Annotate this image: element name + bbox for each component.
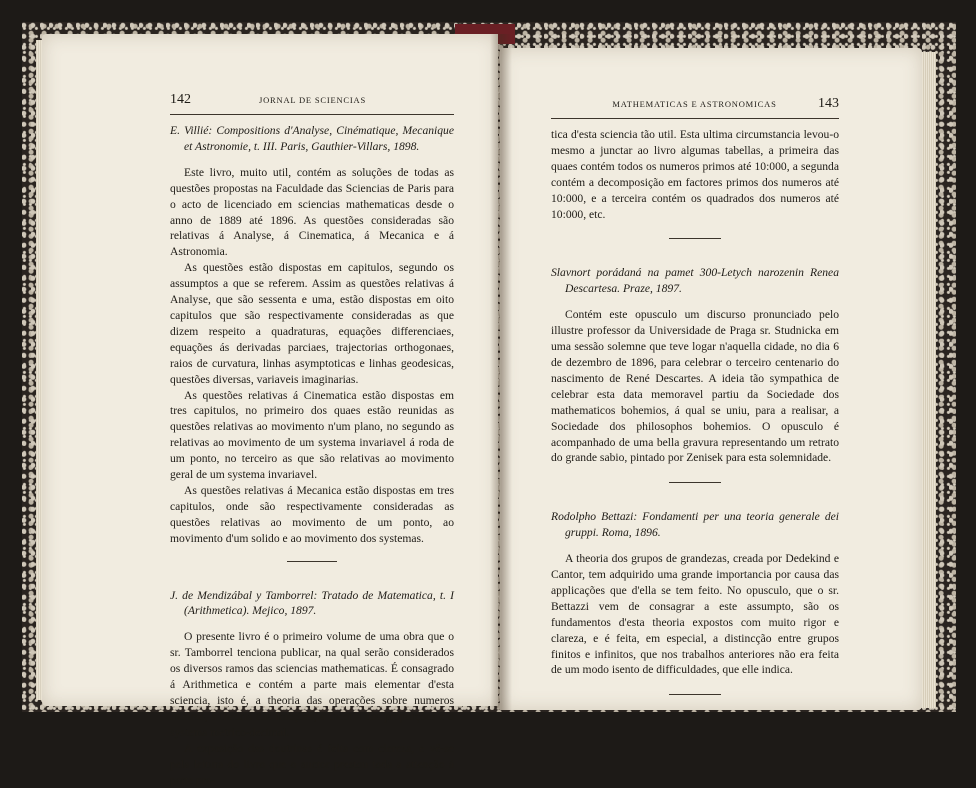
review-paragraph: O presente livro é o primeiro volume de uma obra que o sr. Tamborrel tenciona publicar, na qual serão considerados os diversos ramos das sciencias mathematicas. É consagrado á Arithmetica e contém a parte mais elementar d'esta sciencia, isto é, a theoria das operações sobre numeros inteiros, a theoria das fracções, a theoria das proporções e o systema metrico-decimal. xyxy=(170,630,454,739)
section-divider xyxy=(669,238,721,239)
review-paragraph: As questões relativas á Cinematica estão dispostas em tres capitulos, no primeiro dos quaes estão reunidas as questões relativas ao movimento n'um plano, no segundo as relativas ao movimento de um systema invariavel á roda de um ponto, no terceiro as que são relativas ao movimento geral de um systema invariavel. xyxy=(170,388,454,482)
review-paragraph: As questões relativas á Mecanica estão dispostas em tres capitulos, onde são respectivamente consideradas as questões relativas ao movimento de um ponto, ao movimento d'um solido e ao movimento dos systemas. xyxy=(170,483,454,545)
right-page-edges xyxy=(920,52,936,708)
book-reference: Slavnort porádaná na pamet 300-Letych narozenin Renea Descartesa. Praze, 1897. xyxy=(551,266,839,296)
running-title: JORNAL DE SCIENCIAS xyxy=(259,95,366,105)
book-reference: E. Villié: Compositions d'Analyse, Cinématique, Mecanique et Astronomie, t. III. Paris, Gauthier-Villars, 1898. xyxy=(170,124,454,153)
running-title: MATHEMATICAS E ASTRONOMICAS xyxy=(612,99,777,109)
left-page-text xyxy=(170,92,454,788)
book-reference: J. de Mendizábal y Tamborrel: Tratado de Matematica, t. I (Arithmetica). Mejico, 1897. xyxy=(170,588,454,618)
page-number: 142 xyxy=(170,92,191,107)
section-divider xyxy=(669,482,721,483)
book-gutter xyxy=(490,34,512,710)
review-paragraph: A exposição das doutrinas é feita com clereza, e vê-se pela leitura do livro que o auctor prestou toda a attenção á parte pra- xyxy=(170,741,454,787)
section-divider xyxy=(669,694,721,695)
book-reference: Rodolpho Bettazi: Fondamenti per una teoria generale dei gruppi. Roma, 1896. xyxy=(551,510,839,540)
right-page-text xyxy=(551,96,839,721)
review-paragraph: As questões estão dispostas em capitulos, segundo os assumptos a que se referem. Assim as questões relativas á Analyse, que são sessenta e uma, estão dispostas em oito capitulos que são respectivamente consideradas as que dizem respeito a quadraturas, equações differenciaes, equações ás derivadas parciaes, trajectorias orthogonaes, raios de curvatura, linhas asymptoticas e linhas geodesicas, questões diversas, variaveis imaginarias. xyxy=(170,261,454,386)
left-page-header xyxy=(170,92,454,115)
page-number: 143 xyxy=(817,96,839,111)
section-divider xyxy=(287,561,337,562)
right-page-header xyxy=(551,96,839,119)
continued-paragraph: tica d'esta sciencia tão util. Esta ultima circumstancia levou-o mesmo a junctar ao livro algumas tabellas, a primeira das quaes contém todos os numeros primos até 10:000, a segunda contém a decomposição em factores primos dos numeros até 10:000, e a terceira contém os quadrados dos numeros até 10:000, etc. xyxy=(551,128,839,221)
review-paragraph: A theoria dos grupos de grandezas, creada por Dedekind e Cantor, tem adquirido uma grande importancia por causa das applicações que d'ella se tem feito. No opusculo, que o sr. Bettazzi vem de consagrar a este assumpto, são os fundamentos d'esta theoria expostos com muito rigor e clareza, e é feita, em especial, a distincção entre grupos finitos e infinitos, que nos trabalhos anteriores não era feita de um modo isento de difficuldades, que elle indica. xyxy=(551,552,839,677)
review-paragraph: Este livro, muito util, contém as soluções de todas as questões propostas na Faculdade das Sciencias de Paris para o acto de licenciado em sciencias mathematicas desde o anno de 1889 até 1896. As questões consideradas são relativas á Analyse, á Cinematica, á Mecanica e á Astronomia. xyxy=(170,165,454,259)
review-paragraph: Contém este opusculo um discurso pronunciado pelo illustre professor da Universidade de Praga sr. Studnicka em uma sessão solemne que teve logar n'aquella cidade, no dia 6 de dezembro de 1896, para celebrar o terceiro centenario do nascimento de René Descartes. A ideia tão sympathica de celebrar esta data memoravel partiu da Sociedade dos mathematicos bohemios, á qual se uniu, para a realisar, a Sociedade dos philosophos bohemios. O opusculo é acompanhado de uma bella gravura representando um retrato do grande sabio, pintado por Zenisek para esta solemnidade. xyxy=(551,308,839,465)
